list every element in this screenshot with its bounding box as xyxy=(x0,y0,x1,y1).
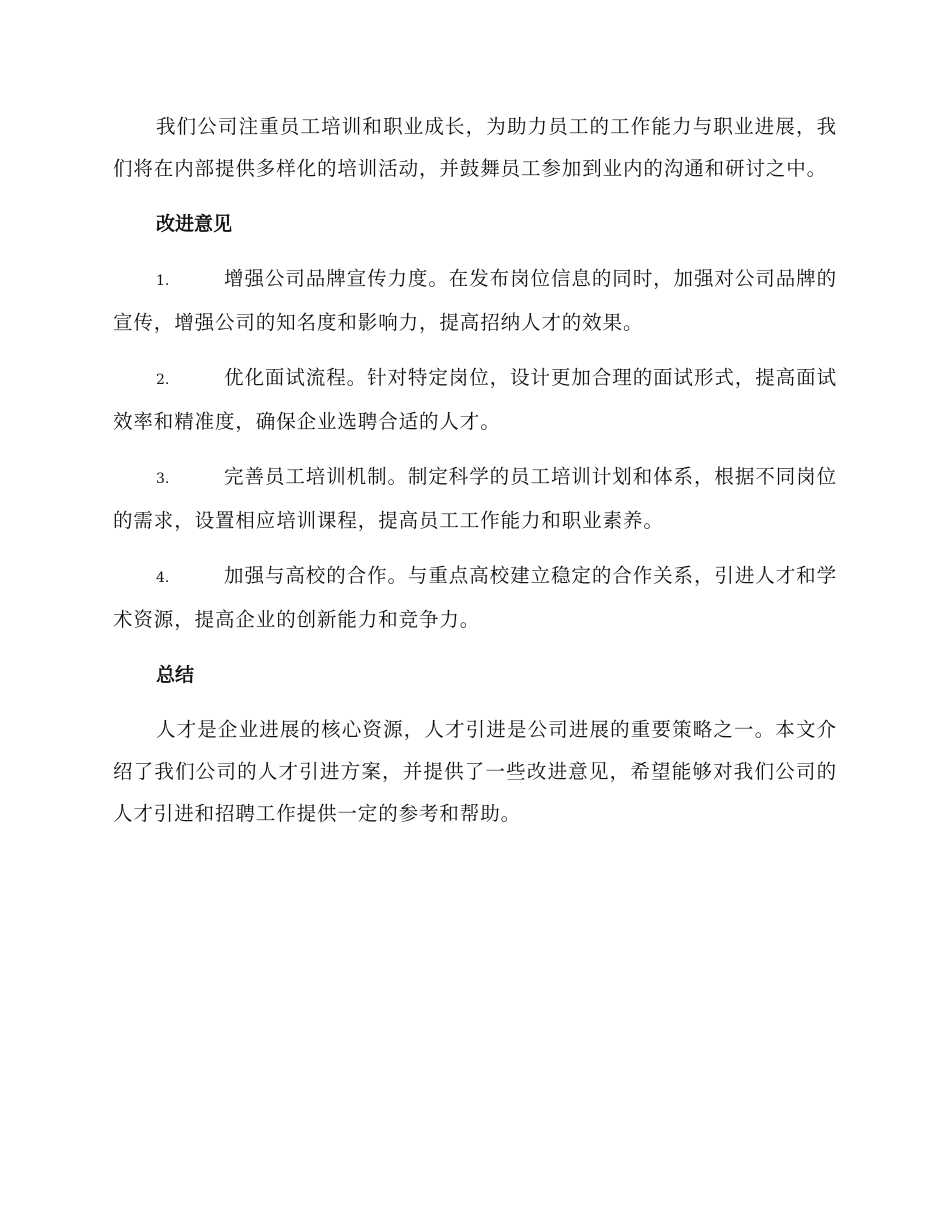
list-number: 3. xyxy=(156,471,170,487)
list-number: 2. xyxy=(156,372,170,388)
list-item-text: 加强与高校的合作。与重点高校建立稳定的合作关系，引进人才和学术资源，提高企业的创新能力和竞争力。 xyxy=(113,564,837,631)
summary-paragraph: 人才是企业进展的核心资源，人才引进是公司进展的重要策略之一。本文介绍了我们公司的人才引进方案，并提供了一些改进意见，希望能够对我们公司的人才引进和招聘工作提供一定的参考和帮助。 xyxy=(113,718,837,825)
list-item-text: 优化面试流程。针对特定岗位，设计更加合理的面试形式，提高面试效率和精准度，确保企业选聘合适的人才。 xyxy=(113,366,837,433)
intro-paragraph: 我们公司注重员工培训和职业成长，为助力员工的工作能力与职业进展，我们将在内部提供多样化的培训活动，并鼓舞员工参加到业内的沟通和研讨之中。 xyxy=(113,115,837,180)
list-item-text: 完善员工培训机制。制定科学的员工培训计划和体系，根据不同岗位的需求，设置相应培训课程，提高员工工作能力和职业素养。 xyxy=(113,465,837,532)
list-item xyxy=(113,555,837,641)
document-page xyxy=(113,106,837,835)
list-number: 1. xyxy=(156,273,170,289)
list-item-text: 增强公司品牌宣传力度。在发布岗位信息的同时，加强对公司品牌的宣传，增强公司的知名度和影响力，提高招纳人才的效果。 xyxy=(113,267,837,334)
summary-heading: 总结 xyxy=(156,664,195,686)
list-number: 4. xyxy=(156,570,170,586)
list-item xyxy=(113,357,837,443)
improvements-heading: 改进意见 xyxy=(156,213,233,235)
list-item xyxy=(113,258,837,344)
list-item xyxy=(113,456,837,542)
